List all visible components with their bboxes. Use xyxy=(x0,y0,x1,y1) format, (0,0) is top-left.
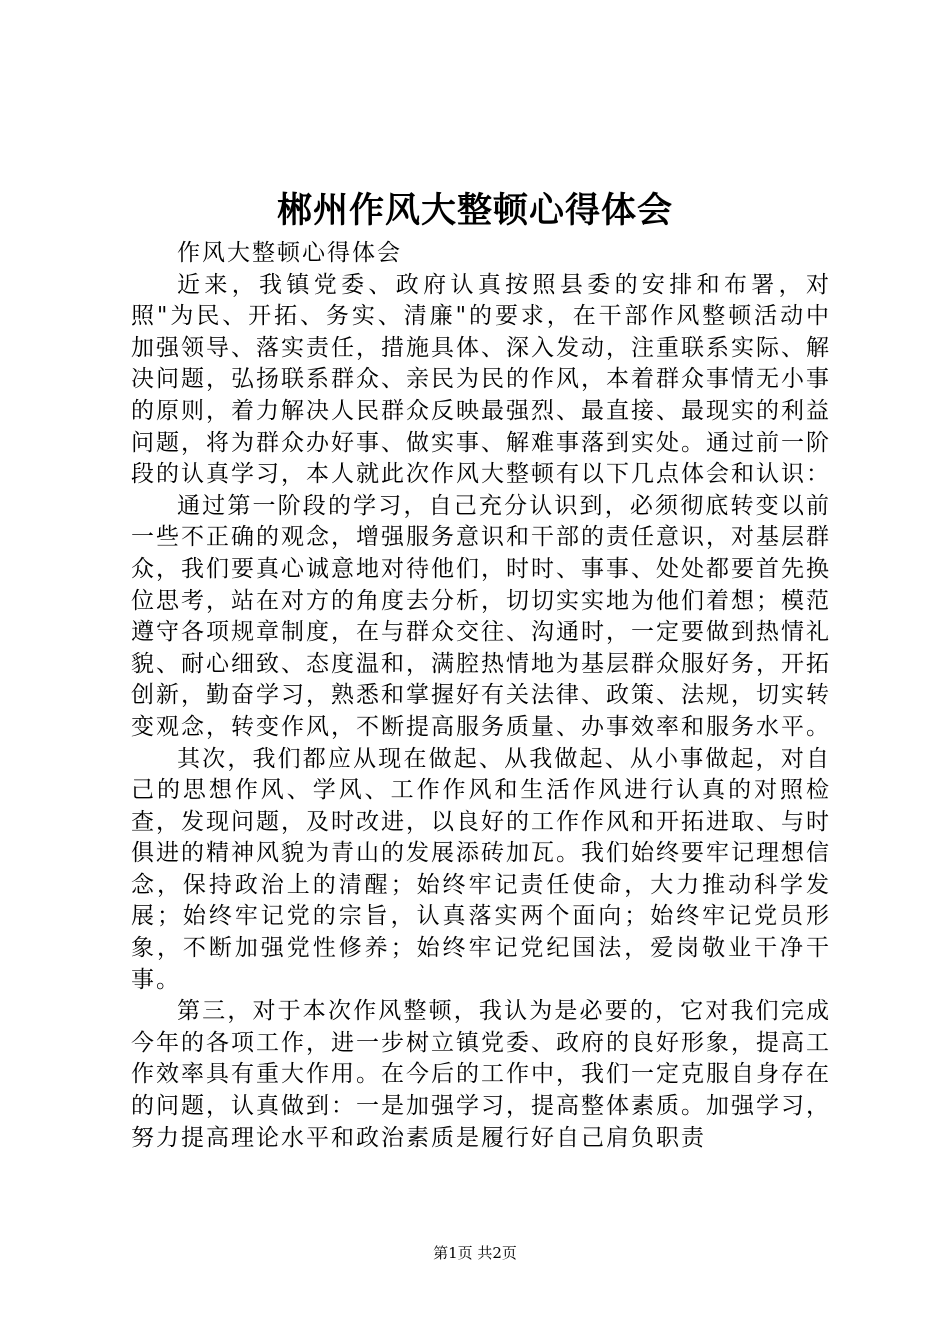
page-number-footer: 第1页 共2页 xyxy=(433,1244,517,1262)
paragraph: 第三，对于本次作风整顿，我认为是必要的，它对我们完成今年的各项工作，进一步树立镇党委、政府的良好形象，提高工作效率具有重大作用。在今后的工作中，我们一定克服自身存在的问题，认真做到：一是加强学习，提高整体素质。加强学习，努力提高理论水平和政治素质是履行好自己肩负职责 xyxy=(131,998,831,1151)
document-body xyxy=(131,238,831,1154)
paragraph: 通过第一阶段的学习，自己充分认识到，必须彻底转变以前一些不正确的观念，增强服务意识和干部的责任意识，对基层群众，我们要真心诚意地对待他们，时时、事事、处处都要首先换位思考，站在对方的角度去分析，切切实实地为他们着想；模范遵守各项规章制度，在与群众交往、沟通时，一定要做到热情礼貌、耐心细致、态度温和，满腔热情地为基层群众服好务，开拓创新，勤奋学习，熟悉和掌握好有关法律、政策、法规，切实转变观念，转变作风，不断提高服务质量、办事效率和服务水平。 xyxy=(131,492,831,740)
document-title: 郴州作风大整顿心得体会 xyxy=(276,190,673,231)
paragraph: 近来，我镇党委、政府认真按照县委的安排和布署，对照"为民、开拓、务实、清廉"的要求，在干部作风整顿活动中加强领导、落实责任，措施具体、深入发动，注重联系实际、解决问题，弘扬联系群众、亲民为民的作风，本着群众事情无小事的原则，着力解决人民群众反映最强烈、最直接、最现实的利益问题，将为群众办好事、做实事、解难事落到实处。通过前一阶段的认真学习，本人就此次作风大整顿有以下几点体会和认识： xyxy=(131,271,831,488)
document-subtitle: 作风大整顿心得体会 xyxy=(177,240,402,266)
paragraph: 其次，我们都应从现在做起、从我做起、从小事做起，对自己的思想作风、学风、工作作风和生活作风进行认真的对照检查，发现问题，及时改进，以良好的工作作风和开拓进取、与时俱进的精神风貌为青山的发展添砖加瓦。我们始终要牢记理想信念，保持政治上的清醒；始终牢记责任使命，大力推动科学发展；始终牢记党的宗旨，认真落实两个面向；始终牢记党员形象，不断加强党性修养；始终牢记党纪国法，爱岗敬业干净干事。 xyxy=(131,745,831,993)
